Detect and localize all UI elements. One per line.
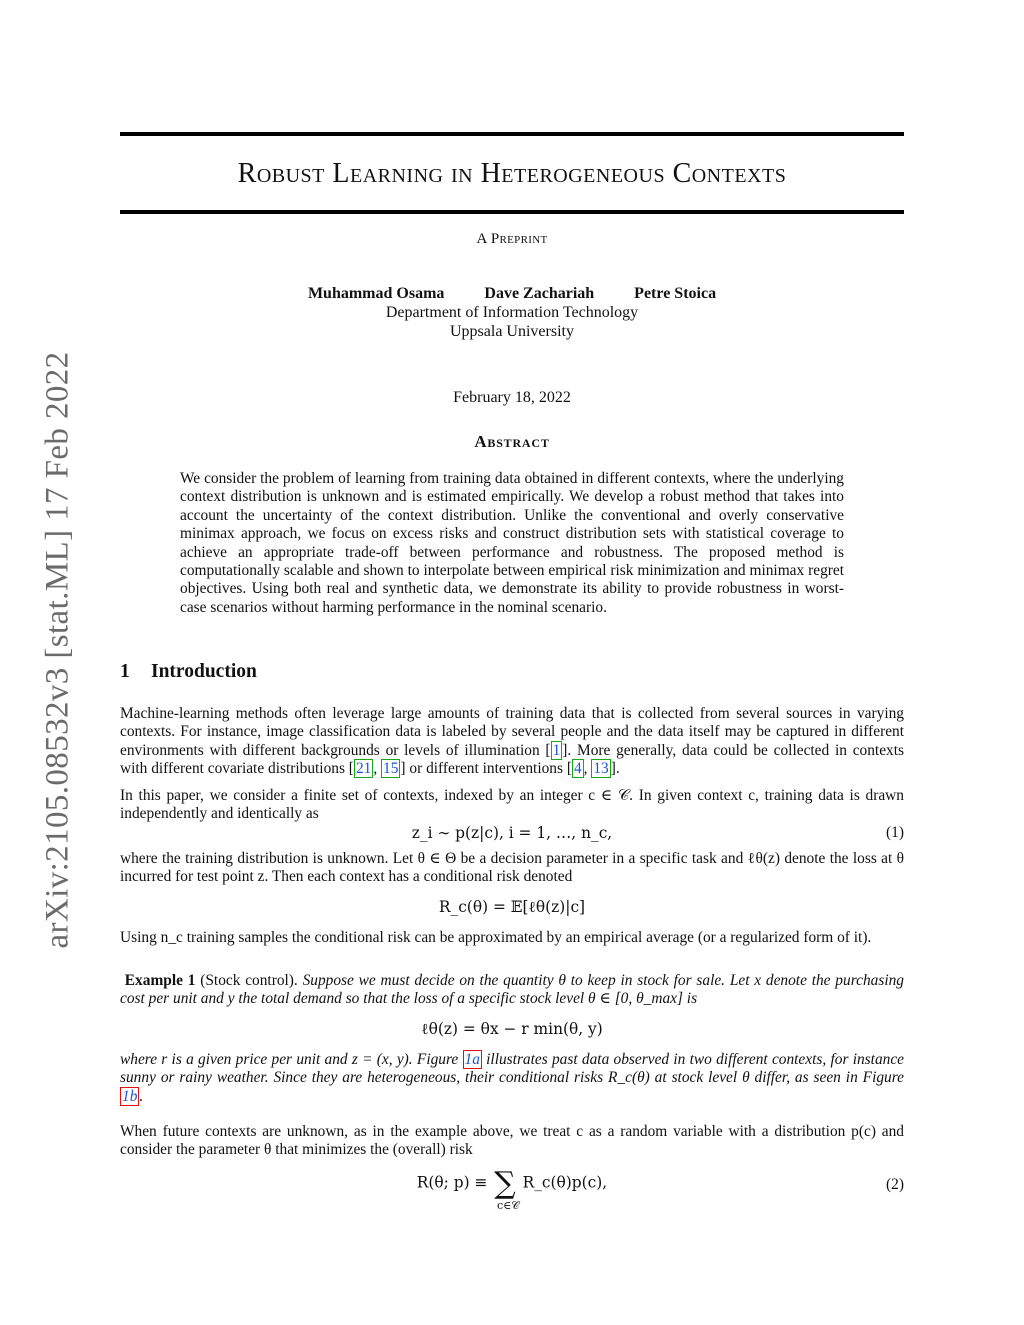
author-name: Dave Zachariah bbox=[484, 285, 595, 302]
figure-link[interactable]: 1b bbox=[122, 1087, 138, 1105]
equation-rhs: R_c(θ)p(c), bbox=[522, 1173, 608, 1192]
paper-title: Robust Learning in Heterogeneous Contexts bbox=[237, 158, 787, 189]
citation-link[interactable]: 21 bbox=[355, 760, 372, 778]
arxiv-sidebar bbox=[36, 348, 80, 953]
title-rule-bottom bbox=[120, 210, 904, 214]
author-name: Petre Stoica bbox=[634, 285, 717, 302]
section-title: Introduction bbox=[151, 661, 257, 682]
intro-paragraph-4: Using n_c training samples the conditional risk can be approximated by an empirical average (or a regularized form of it). bbox=[120, 929, 872, 946]
equation-body: ℓθ(z) = θx − r min(θ, y) bbox=[421, 1020, 603, 1038]
paper-date: February 18, 2022 bbox=[453, 389, 571, 406]
text-run: ]. More generally, data could be collected in contexts with different covariate distributions [ bbox=[120, 741, 904, 778]
author-name: Muhammad Osama bbox=[307, 285, 445, 302]
example-1-continued bbox=[120, 1051, 904, 1106]
text-run: ] or different interventions [ bbox=[400, 760, 572, 778]
equation-loss bbox=[120, 1020, 904, 1039]
citation-link[interactable]: 15 bbox=[383, 760, 399, 778]
affiliation-university: Uppsala University bbox=[450, 323, 574, 340]
intro-paragraph-1: Machine-learning methods often leverage large amounts of training data that is collected from several sources in varying contexts. For instance, image classification data is labeled by several people and the data itself may be captured in different environments with different backgrounds or levels of illumination [ 1 ]. More generally, data could be collected in contexts with different covariate distributions [ 21 , 15 ] or different interventions [ 4 , 13 ]. bbox=[120, 705, 904, 778]
citation-link[interactable]: 13 bbox=[593, 760, 609, 778]
equation-risk bbox=[120, 898, 904, 917]
preprint-label: A Preprint bbox=[476, 231, 548, 247]
intro-paragraph-5: When future contexts are unknown, as in the example above, we treat c as a random variable with a distribution p(c) and consider the parameter θ that minimizes the (overall) risk bbox=[120, 1123, 904, 1159]
equation-lhs: R(θ; p) ≡ bbox=[416, 1173, 488, 1192]
section-number: 1 bbox=[120, 661, 130, 682]
equation-body: R_c(θ) = 𝔼[ℓθ(z)|c] bbox=[438, 898, 586, 916]
equation-number: (1) bbox=[886, 824, 904, 841]
equation-body: z_i ∼ p(z|c), i = 1, …, n_c, bbox=[411, 824, 613, 842]
text-run: Machine-learning methods often leverage large amounts of training data that is collected from several sources in varying contexts. For instance, image classification data is labeled by several people and the data itself may be captured in different environments with different backgrounds or levels of illumination [ bbox=[120, 705, 904, 759]
section-heading bbox=[120, 661, 257, 683]
author-list bbox=[120, 285, 904, 303]
text-run: illustrates past data observed in two different contexts, for instance sunny or rainy weather. Since they are heterogeneous, their conditional risks R_c(θ) at stock level θ differ, as seen in Figure bbox=[120, 1051, 904, 1087]
figure-link[interactable]: 1a bbox=[464, 1051, 480, 1068]
example-name: (Stock control). bbox=[200, 972, 298, 989]
affiliation-department: Department of Information Technology bbox=[385, 304, 639, 321]
text-run: where r is a given price per unit and z = (x, y). Figure bbox=[120, 1051, 463, 1068]
equation-1 bbox=[120, 824, 904, 842]
intro-paragraph-3: where the training distribution is unknown. Let θ ∈ Θ be a decision parameter in a specific task and ℓθ(z) denote the loss at θ incurred for test point z. Then each context has a conditional risk denoted bbox=[120, 850, 904, 886]
example-label: Example 1 bbox=[124, 972, 196, 989]
summation-subscript: c∈𝒞 bbox=[497, 1199, 520, 1212]
abstract-heading: Abstract bbox=[474, 432, 550, 451]
text-run: ]. bbox=[610, 760, 620, 778]
title-rule-top bbox=[120, 132, 904, 136]
citation-link[interactable]: 1 bbox=[552, 741, 561, 759]
example-text: Suppose we must decide on the quantity θ to keep in stock for sale. Let x denote the purchasing cost per unit and y the total demand so that the loss of a specific stock level θ ∈ [0, θ_max] is bbox=[120, 972, 904, 1008]
abstract-text: We consider the problem of learning from training data obtained in different contexts, where the underlying context distribution is unknown and is estimated empirically. We develop a robust method that takes into account the uncertainty of the context distribution. Unlike the conventional and overly conservative minimax approach, we focus on excess risks and construct distribution sets with statistical coverage to achieve an appropriate trade-off between performance and robustness. The proposed method is computationally scalable and shown to interpolate between empirical risk minimization and minimax regret objectives. Using both real and synthetic data, we demonstrate its ability to provide robustness in worst-case scenarios without harming performance in the nominal scenario. bbox=[180, 470, 844, 616]
equation-number: (2) bbox=[886, 1176, 904, 1193]
citation-link[interactable]: 4 bbox=[573, 760, 582, 778]
arxiv-identifier: arXiv:2105.08532v3 [stat.ML] 17 Feb 2022 bbox=[39, 351, 76, 949]
summation-symbol: ∑ bbox=[494, 1166, 516, 1201]
intro-paragraph-2: In this paper, we consider a finite set of contexts, indexed by an integer c ∈ 𝒞. In given context c, training data is drawn independently and identically as bbox=[120, 787, 904, 823]
example-1 bbox=[120, 972, 904, 1009]
text-run: . bbox=[139, 1087, 144, 1105]
equation-2 bbox=[120, 1166, 904, 1212]
